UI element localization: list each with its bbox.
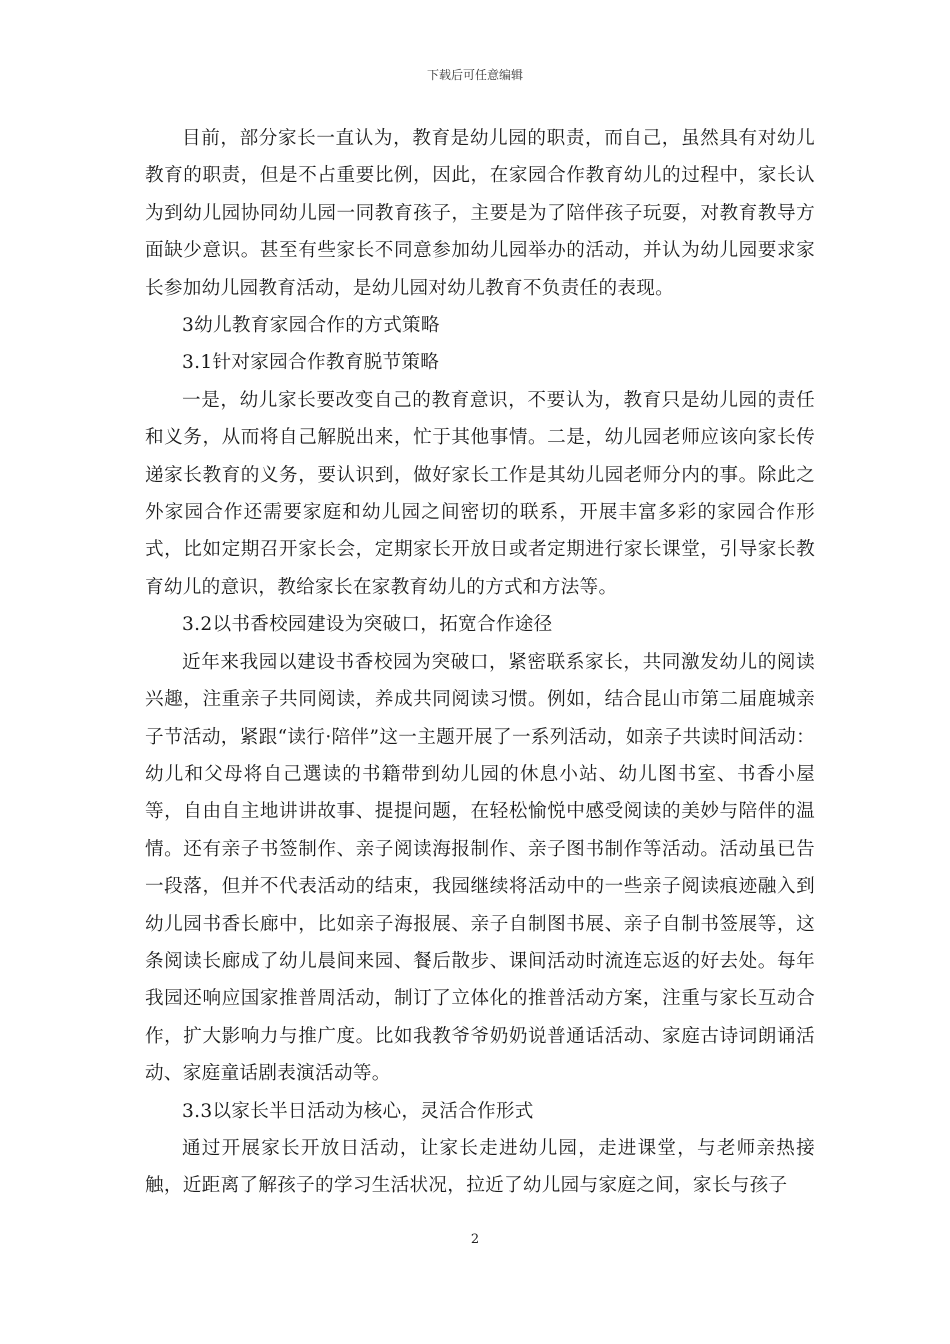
section-heading: 3幼儿教育家园合作的方式策略 bbox=[182, 315, 440, 337]
subsection-heading: 3.3以家长半日活动为核心，灵活合作形式 bbox=[182, 1100, 534, 1122]
paragraph: 近年来我园以建设书香校园为突破口，紧密联系家长，共同激发幼儿的阅读兴趣，注重亲子共同阅读，养成共同阅读习惯。例如，结合昆山市第二届鹿城亲子节活动，紧跟“读行·陪伴”这一主题开展了一系列活动，如亲子共读时间活动：幼儿和父母将自己選读的书籍带到幼儿园的休息小站、幼儿图书室、书香小屋等，自由自主地讲讲故事、提提问题，在轻松愉悦中感受阅读的美妙与陪伴的温情。还有亲子书签制作、亲子阅读海报制作、亲子图书制作等活动。活动虽已告一段落，但并不代表活动的结束，我园继续将活动中的一些亲子阅读痕迹融入到幼儿园书香长廊中，比如亲子海报展、亲子自制图书展、亲子自制书签展等，这条阅读长廊成了幼儿晨间来园、餐后散步、课间活动时流连忘返的好去处。每年我园还响应国家推普周活动，制订了立体化的推普活动方案，注重与家长互动合作，扩大影响力与推广度。比如我教爷爷奶奶说普通话活动、家庭古诗词朗诵活动、家庭童话剧表演活动等。 bbox=[145, 651, 815, 1085]
page-number: 2 bbox=[470, 1232, 480, 1247]
paragraph: 一是，幼儿家长要改变自己的教育意识，不要认为，教育只是幼儿园的责任和义务，从而将自己解脱出来，忙于其他事情。二是，幼儿园老师应该向家长传递家长教育的义务，要认识到，做好家长工作是其幼儿园老师分内的事。除此之外家园合作还需要家庭和幼儿园之间密切的联系，开展丰富多彩的家园合作形式，比如定期召开家长会，定期家长开放日或者定期进行家长课堂，引导家长教育幼儿的意识，教给家长在家教育幼儿的方式和方法等。 bbox=[145, 389, 815, 598]
document-body bbox=[145, 120, 815, 1205]
subsection-heading: 3.2以书香校园建设为突破口，拓宽合作途径 bbox=[182, 614, 553, 636]
paragraph: 通过开展家长开放日活动，让家长走进幼儿园，走进课堂，与老师亲热接触，近距离了解孩子的学习生活状况，拉近了幼儿园与家庭之间，家长与孩子 bbox=[145, 1137, 815, 1197]
subsection-heading: 3.1针对家园合作教育脱节策略 bbox=[182, 352, 440, 374]
paragraph: 目前，部分家长一直认为，教育是幼儿园的职责，而自己，虽然具有对幼儿教育的职责，但是不占重要比例，因此，在家园合作教育幼儿的过程中，家长认为到幼儿园协同幼儿园一同教育孩子，主要是为了陪伴孩子玩耍，对教育教导方面缺少意识。甚至有些家长不同意参加幼儿园举办的活动，并认为幼儿园要求家长参加幼儿园教育活动，是幼儿园对幼儿教育不负责任的表现。 bbox=[145, 128, 815, 299]
page-header: 下载后可任意编辑 bbox=[426, 68, 523, 82]
